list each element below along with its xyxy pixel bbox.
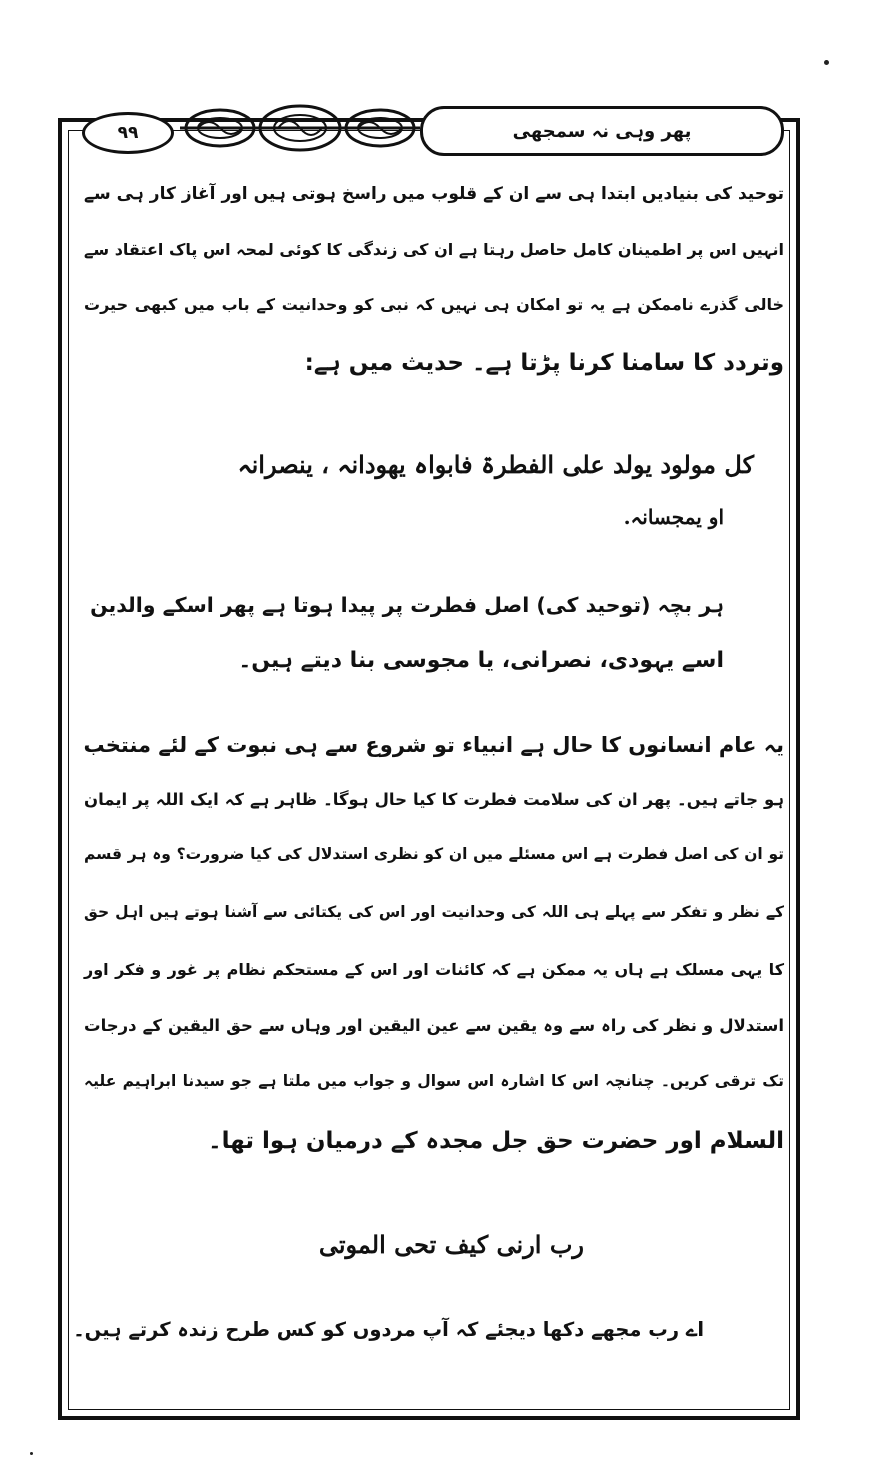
paragraph-line: السلام اور حضرت حق جل مجدہ کے درمیان ہوا تھا۔ <box>208 1128 784 1154</box>
scan-speck <box>824 60 829 65</box>
running-title <box>420 106 784 156</box>
paragraph-line: توحید کی بنیادیں ابتدا ہی سے ان کے قلوب میں راسخ ہوتی ہیں اور آغاز کار ہی سے <box>84 184 784 204</box>
hadith-arabic: کل مولود یولد علی الفطرۃ فابواہ یھودانہ ، ینصرانہ <box>237 450 754 479</box>
paragraph-line: تو ان کی اصل فطرت ہے اس مسئلے میں ان کو نظری استدلال کی کیا ضرورت؟ وہ ہر قسم <box>84 845 784 863</box>
running-title-text: پھر وہی نہ سمجھی <box>512 120 692 142</box>
paragraph-line: انہیں اس پر اطمینان کامل حاصل رہتا ہے ان کی زندگی کا کوئی لمحہ اس پاک اعتقاد سے <box>84 240 784 259</box>
hadith-arabic: او یمجسانہ. <box>623 505 724 529</box>
verse-arabic: رب ارنی کیف تحی الموتی <box>318 1230 584 1259</box>
paragraph-line: استدلال و نظر کی راہ سے وہ یقین سے عین الیقین اور وہاں سے حق الیقین کے درجات <box>84 1016 784 1035</box>
hadith-translation: ہر بچہ (توحید کی) اصل فطرت پر پیدا ہوتا ہے پھر اسکے والدین <box>90 593 724 617</box>
paragraph-line: تک ترقی کریں۔ چنانچہ اس کا اشارہ اس سوال و جواب میں ملتا ہے جو سیدنا ابراہیم علیہ <box>84 1072 784 1090</box>
paragraph-line: ہو جاتے ہیں۔ پھر ان کی سلامت فطرت کا کیا حال ہوگا۔ ظاہر ہے کہ ایک اللہ پر ایمان <box>84 790 784 809</box>
paragraph-line: خالی گذرے ناممکن ہے یہ تو امکان ہی نہیں کہ نبی کو وحدانیت کے باب میں کبھی حیرت <box>84 295 784 314</box>
scan-speck <box>30 1452 33 1455</box>
ornament-icon <box>180 102 420 154</box>
page-number-text: ۹۹ <box>117 123 139 143</box>
hadith-translation: اسے یہودی، نصرانی، یا مجوسی بنا دیتے ہیں۔ <box>238 648 724 673</box>
verse-translation: اے رب مجھے دکھا دیجئے کہ آپ مردوں کو کس طرح زندہ کرتے ہیں۔ <box>73 1318 704 1341</box>
paragraph-line: وتردد کا سامنا کرنا پڑتا ہے۔ حدیث میں ہے: <box>304 350 784 376</box>
page-border-inner <box>68 130 790 1410</box>
page-number <box>82 112 174 154</box>
paragraph-line: یہ عام انسانوں کا حال ہے انبیاء تو شروع سے ہی نبوت کے لئے منتخب <box>83 733 784 757</box>
paragraph-line: کے نظر و تفکر سے پہلے ہی اللہ کی وحدانیت اور اس کی یکتائی سے آشنا ہوتے ہیں اہل حق <box>84 903 784 921</box>
paragraph-line: کا یہی مسلک ہے ہاں یہ ممکن ہے کہ کائنات اور اس کے مستحکم نظام پر غور و فکر اور <box>84 960 784 979</box>
